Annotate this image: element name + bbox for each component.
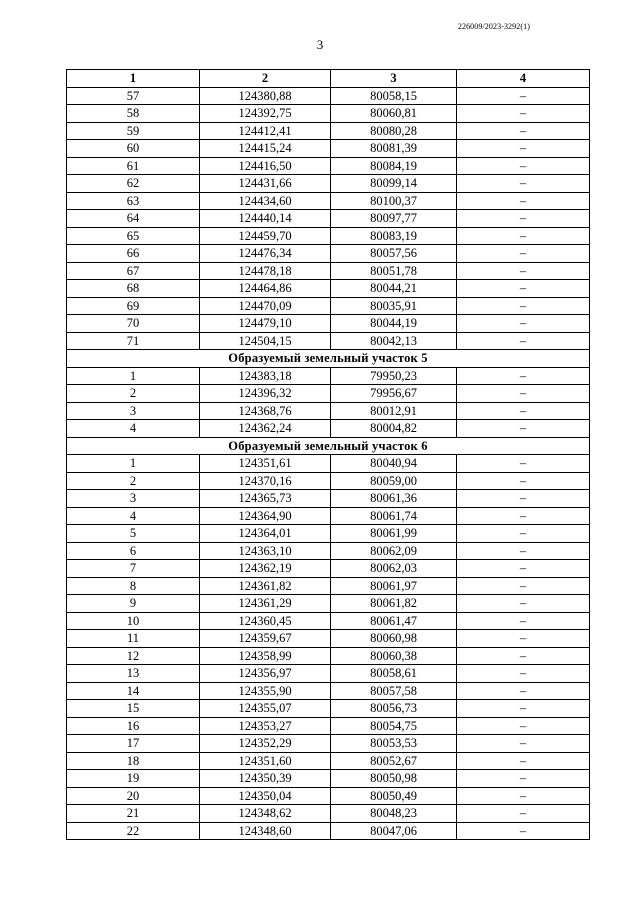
y-coordinate-cell: 80054,75 <box>331 717 457 735</box>
x-coordinate-cell: 124360,45 <box>200 612 331 630</box>
y-coordinate-cell: 80097,77 <box>331 210 457 228</box>
point-number-cell: 57 <box>67 87 200 105</box>
table-row <box>67 542 590 560</box>
x-coordinate-cell: 124362,19 <box>200 560 331 578</box>
table-row <box>67 507 590 525</box>
point-number-cell: 3 <box>67 490 200 508</box>
y-coordinate-cell: 80061,36 <box>331 490 457 508</box>
y-coordinate-cell: 80035,91 <box>331 297 457 315</box>
y-coordinate-cell: 80044,21 <box>331 280 457 298</box>
table-row <box>67 630 590 648</box>
note-cell: – <box>457 157 590 175</box>
section-title: Образуемый земельный участок 5 <box>67 350 590 368</box>
table-row <box>67 262 590 280</box>
note-cell: – <box>457 752 590 770</box>
y-coordinate-cell: 80048,23 <box>331 805 457 823</box>
x-coordinate-cell: 124359,67 <box>200 630 331 648</box>
table-body <box>67 87 590 840</box>
note-cell: – <box>457 612 590 630</box>
point-number-cell: 16 <box>67 717 200 735</box>
table-header-row <box>67 70 590 88</box>
table-row <box>67 717 590 735</box>
table-row <box>67 385 590 403</box>
point-number-cell: 2 <box>67 385 200 403</box>
y-coordinate-cell: 80050,98 <box>331 770 457 788</box>
point-number-cell: 6 <box>67 542 200 560</box>
note-cell: – <box>457 87 590 105</box>
point-number-cell: 66 <box>67 245 200 263</box>
note-cell: – <box>457 315 590 333</box>
point-number-cell: 4 <box>67 507 200 525</box>
table-row <box>67 805 590 823</box>
y-coordinate-cell: 80100,37 <box>331 192 457 210</box>
table-row <box>67 140 590 158</box>
note-cell: – <box>457 560 590 578</box>
x-coordinate-cell: 124464,86 <box>200 280 331 298</box>
point-number-cell: 13 <box>67 665 200 683</box>
x-coordinate-cell: 124440,14 <box>200 210 331 228</box>
note-cell: – <box>457 490 590 508</box>
x-coordinate-cell: 124392,75 <box>200 105 331 123</box>
point-number-cell: 10 <box>67 612 200 630</box>
y-coordinate-cell: 79956,67 <box>331 385 457 403</box>
note-cell: – <box>457 420 590 438</box>
x-coordinate-cell: 124348,62 <box>200 805 331 823</box>
x-coordinate-cell: 124476,34 <box>200 245 331 263</box>
note-cell: – <box>457 455 590 473</box>
y-coordinate-cell: 80061,74 <box>331 507 457 525</box>
y-coordinate-cell: 80047,06 <box>331 822 457 840</box>
x-coordinate-cell: 124416,50 <box>200 157 331 175</box>
y-coordinate-cell: 80060,81 <box>331 105 457 123</box>
column-header: 2 <box>200 70 331 88</box>
note-cell: – <box>457 122 590 140</box>
y-coordinate-cell: 80040,94 <box>331 455 457 473</box>
column-header: 3 <box>331 70 457 88</box>
y-coordinate-cell: 80012,91 <box>331 402 457 420</box>
x-coordinate-cell: 124431,66 <box>200 175 331 193</box>
coordinates-table <box>66 69 590 840</box>
note-cell: – <box>457 280 590 298</box>
y-coordinate-cell: 80044,19 <box>331 315 457 333</box>
table-row <box>67 297 590 315</box>
point-number-cell: 3 <box>67 402 200 420</box>
note-cell: – <box>457 210 590 228</box>
y-coordinate-cell: 80052,67 <box>331 752 457 770</box>
x-coordinate-cell: 124358,99 <box>200 647 331 665</box>
x-coordinate-cell: 124350,04 <box>200 787 331 805</box>
point-number-cell: 12 <box>67 647 200 665</box>
x-coordinate-cell: 124353,27 <box>200 717 331 735</box>
note-cell: – <box>457 105 590 123</box>
point-number-cell: 21 <box>67 805 200 823</box>
point-number-cell: 69 <box>67 297 200 315</box>
x-coordinate-cell: 124356,97 <box>200 665 331 683</box>
table-row <box>67 402 590 420</box>
x-coordinate-cell: 124351,60 <box>200 752 331 770</box>
column-header: 4 <box>457 70 590 88</box>
table-row <box>67 332 590 350</box>
table-row <box>67 770 590 788</box>
point-number-cell: 4 <box>67 420 200 438</box>
note-cell: – <box>457 385 590 403</box>
table-row <box>67 787 590 805</box>
x-coordinate-cell: 124368,76 <box>200 402 331 420</box>
table-row <box>67 525 590 543</box>
note-cell: – <box>457 507 590 525</box>
y-coordinate-cell: 80062,03 <box>331 560 457 578</box>
y-coordinate-cell: 80053,53 <box>331 735 457 753</box>
y-coordinate-cell: 80060,98 <box>331 630 457 648</box>
y-coordinate-cell: 80004,82 <box>331 420 457 438</box>
table-row <box>67 735 590 753</box>
note-cell: – <box>457 367 590 385</box>
point-number-cell: 61 <box>67 157 200 175</box>
table-row <box>67 87 590 105</box>
point-number-cell: 63 <box>67 192 200 210</box>
table-row <box>67 227 590 245</box>
note-cell: – <box>457 595 590 613</box>
x-coordinate-cell: 124415,24 <box>200 140 331 158</box>
table-row <box>67 752 590 770</box>
note-cell: – <box>457 735 590 753</box>
note-cell: – <box>457 245 590 263</box>
x-coordinate-cell: 124364,90 <box>200 507 331 525</box>
table-row <box>67 192 590 210</box>
point-number-cell: 71 <box>67 332 200 350</box>
x-coordinate-cell: 124380,88 <box>200 87 331 105</box>
table-row <box>67 577 590 595</box>
x-coordinate-cell: 124363,10 <box>200 542 331 560</box>
x-coordinate-cell: 124362,24 <box>200 420 331 438</box>
y-coordinate-cell: 80061,47 <box>331 612 457 630</box>
point-number-cell: 17 <box>67 735 200 753</box>
note-cell: – <box>457 140 590 158</box>
table-row <box>67 560 590 578</box>
note-cell: – <box>457 175 590 193</box>
y-coordinate-cell: 80061,99 <box>331 525 457 543</box>
note-cell: – <box>457 805 590 823</box>
y-coordinate-cell: 80051,78 <box>331 262 457 280</box>
note-cell: – <box>457 630 590 648</box>
y-coordinate-cell: 80059,00 <box>331 472 457 490</box>
note-cell: – <box>457 787 590 805</box>
point-number-cell: 11 <box>67 630 200 648</box>
y-coordinate-cell: 80060,38 <box>331 647 457 665</box>
table-row <box>67 682 590 700</box>
y-coordinate-cell: 80061,97 <box>331 577 457 595</box>
point-number-cell: 70 <box>67 315 200 333</box>
x-coordinate-cell: 124479,10 <box>200 315 331 333</box>
y-coordinate-cell: 80058,61 <box>331 665 457 683</box>
point-number-cell: 14 <box>67 682 200 700</box>
point-number-cell: 65 <box>67 227 200 245</box>
point-number-cell: 7 <box>67 560 200 578</box>
x-coordinate-cell: 124396,32 <box>200 385 331 403</box>
note-cell: – <box>457 822 590 840</box>
point-number-cell: 2 <box>67 472 200 490</box>
table-row <box>67 367 590 385</box>
point-number-cell: 15 <box>67 700 200 718</box>
note-cell: – <box>457 192 590 210</box>
x-coordinate-cell: 124478,18 <box>200 262 331 280</box>
note-cell: – <box>457 402 590 420</box>
table-row <box>67 315 590 333</box>
page-number: 3 <box>316 37 324 52</box>
point-number-cell: 1 <box>67 455 200 473</box>
note-cell: – <box>457 525 590 543</box>
document-number: 226009/2023-3292(1) <box>457 22 530 31</box>
y-coordinate-cell: 80056,73 <box>331 700 457 718</box>
table-row <box>67 822 590 840</box>
x-coordinate-cell: 124383,18 <box>200 367 331 385</box>
note-cell: – <box>457 577 590 595</box>
note-cell: – <box>457 472 590 490</box>
table-row <box>67 210 590 228</box>
point-number-cell: 67 <box>67 262 200 280</box>
note-cell: – <box>457 647 590 665</box>
table-row <box>67 595 590 613</box>
table-row <box>67 490 590 508</box>
point-number-cell: 19 <box>67 770 200 788</box>
x-coordinate-cell: 124352,29 <box>200 735 331 753</box>
y-coordinate-cell: 80083,19 <box>331 227 457 245</box>
table-row <box>67 245 590 263</box>
y-coordinate-cell: 80050,49 <box>331 787 457 805</box>
table-row <box>67 175 590 193</box>
column-header: 1 <box>67 70 200 88</box>
note-cell: – <box>457 770 590 788</box>
table-row <box>67 122 590 140</box>
table-row <box>67 647 590 665</box>
section-title: Образуемый земельный участок 6 <box>67 437 590 455</box>
note-cell: – <box>457 262 590 280</box>
point-number-cell: 20 <box>67 787 200 805</box>
note-cell: – <box>457 542 590 560</box>
table-row <box>67 472 590 490</box>
table-row <box>67 280 590 298</box>
y-coordinate-cell: 80099,14 <box>331 175 457 193</box>
point-number-cell: 68 <box>67 280 200 298</box>
x-coordinate-cell: 124470,09 <box>200 297 331 315</box>
x-coordinate-cell: 124459,70 <box>200 227 331 245</box>
point-number-cell: 8 <box>67 577 200 595</box>
y-coordinate-cell: 79950,23 <box>331 367 457 385</box>
section-row <box>67 437 590 455</box>
x-coordinate-cell: 124364,01 <box>200 525 331 543</box>
point-number-cell: 22 <box>67 822 200 840</box>
table-row <box>67 420 590 438</box>
y-coordinate-cell: 80081,39 <box>331 140 457 158</box>
point-number-cell: 58 <box>67 105 200 123</box>
x-coordinate-cell: 124361,82 <box>200 577 331 595</box>
x-coordinate-cell: 124412,41 <box>200 122 331 140</box>
y-coordinate-cell: 80058,15 <box>331 87 457 105</box>
x-coordinate-cell: 124504,15 <box>200 332 331 350</box>
x-coordinate-cell: 124355,07 <box>200 700 331 718</box>
y-coordinate-cell: 80057,56 <box>331 245 457 263</box>
x-coordinate-cell: 124355,90 <box>200 682 331 700</box>
point-number-cell: 59 <box>67 122 200 140</box>
table-row <box>67 665 590 683</box>
point-number-cell: 62 <box>67 175 200 193</box>
section-row <box>67 350 590 368</box>
table-row <box>67 455 590 473</box>
point-number-cell: 9 <box>67 595 200 613</box>
x-coordinate-cell: 124434,60 <box>200 192 331 210</box>
y-coordinate-cell: 80084,19 <box>331 157 457 175</box>
y-coordinate-cell: 80080,28 <box>331 122 457 140</box>
table-row <box>67 105 590 123</box>
note-cell: – <box>457 665 590 683</box>
x-coordinate-cell: 124361,29 <box>200 595 331 613</box>
table-row <box>67 700 590 718</box>
point-number-cell: 18 <box>67 752 200 770</box>
note-cell: – <box>457 227 590 245</box>
note-cell: – <box>457 682 590 700</box>
point-number-cell: 60 <box>67 140 200 158</box>
x-coordinate-cell: 124348,60 <box>200 822 331 840</box>
note-cell: – <box>457 332 590 350</box>
note-cell: – <box>457 717 590 735</box>
point-number-cell: 5 <box>67 525 200 543</box>
y-coordinate-cell: 80042,13 <box>331 332 457 350</box>
table-row <box>67 612 590 630</box>
table-row <box>67 157 590 175</box>
point-number-cell: 1 <box>67 367 200 385</box>
note-cell: – <box>457 700 590 718</box>
point-number-cell: 64 <box>67 210 200 228</box>
x-coordinate-cell: 124350,39 <box>200 770 331 788</box>
y-coordinate-cell: 80062,09 <box>331 542 457 560</box>
x-coordinate-cell: 124351,61 <box>200 455 331 473</box>
x-coordinate-cell: 124365,73 <box>200 490 331 508</box>
y-coordinate-cell: 80061,82 <box>331 595 457 613</box>
note-cell: – <box>457 297 590 315</box>
y-coordinate-cell: 80057,58 <box>331 682 457 700</box>
x-coordinate-cell: 124370,16 <box>200 472 331 490</box>
